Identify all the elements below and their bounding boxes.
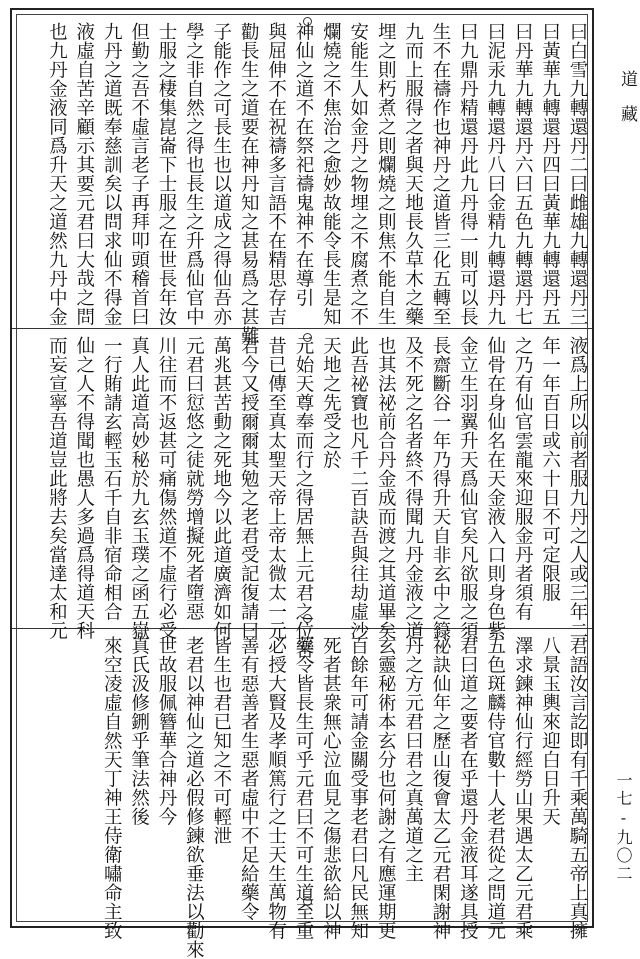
text-column: 生不在禱作也神丹之道皆三化五轉至 bbox=[430, 22, 451, 326]
text-column: 仙之人不得聞也愚人多過爲得道天科 bbox=[73, 336, 95, 640]
text-column: 與屈伸不在祝禱多言語不在精思存吉 bbox=[265, 22, 287, 326]
panel-divider-1 bbox=[12, 328, 592, 329]
text-column: 藥令皆長生可乎元君曰不可生道至重 bbox=[293, 636, 314, 940]
text-column: 真氏汲修鉶乎筆法然後 bbox=[128, 636, 150, 826]
side-label: 道藏 bbox=[617, 70, 637, 140]
text-column: 但勤之吾不虛言老子再拜叩頭稽首曰 bbox=[128, 22, 150, 326]
text-column: 玄靈秘術本玄分也何謝之有應運期更 bbox=[375, 636, 397, 940]
text-column: 元始天尊奉而行之得居無上元君之位吾 bbox=[293, 336, 314, 659]
text-column: 勸長生之道要在神丹知之甚易爲之甚難 bbox=[238, 22, 260, 345]
text-column: 安能生人如金丹之物埋之不腐煮之不 bbox=[347, 22, 369, 326]
text-column: 善有惡善者生惡者虛中不足給藥令 bbox=[238, 636, 260, 921]
text-column: 老君以神仙之道必假修鍊欲垂法以勸來 bbox=[183, 636, 205, 959]
text-column: 年一年百日或六十日不可定限服 bbox=[539, 336, 561, 602]
text-column: 元君曰愆悠之徒就勞增擬死者墮惡 bbox=[183, 336, 205, 621]
text-column: 必授大賢及孝順篤行之士天生萬物有 bbox=[265, 636, 287, 940]
text-column: 爛燒之不焦治之愈妙故能令長生是知 bbox=[320, 22, 342, 326]
text-column: 長齋斷谷一年乃得升天自非玄中之籙 bbox=[430, 336, 451, 640]
text-column: 君曰道之要者在乎還丹金液耳遂具授 bbox=[457, 636, 479, 940]
text-column: 學之非自然之得也長生之升爲仙官中 bbox=[183, 22, 205, 326]
text-column: 來空凌虛自然天丁神王侍衛嘯命主致 bbox=[101, 636, 123, 940]
text-column: 之乃有仙官雲龍來迎服金丹者須有 bbox=[512, 336, 534, 621]
text-column: 澤求鍊神仙行經勞山果遇太乙元君乘 bbox=[512, 636, 534, 940]
text-column: 九丹之道既奉慈訓矣以問求仙不得金 bbox=[101, 22, 123, 326]
text-column: 八景玉輿來迎白日升天 bbox=[539, 636, 561, 826]
text-column: 萬兆甚苦動之死地今以此道廣濟如何 bbox=[210, 336, 232, 640]
text-column: 世故服佩簪華合神丹今 bbox=[156, 636, 177, 826]
text-column: 川往而不返甚可痛傷然道不虛行必受 bbox=[156, 336, 177, 640]
text-column: 真人此道高妙秘於九玄玉璞之函五嶽 bbox=[128, 336, 150, 640]
text-column: 也其法祕前合丹金成而渡之其道畢矣 bbox=[375, 336, 397, 640]
text-column: 一行賄請玄輕玉石千自非宿命相合 bbox=[101, 336, 123, 621]
page-number: 一七-九〇二 bbox=[614, 772, 633, 883]
text-column: 皆生也君已知之不可輕泄 bbox=[210, 636, 232, 845]
text-column: 君語汝言訖即有千乘萬騎五帝上真擁 bbox=[567, 636, 588, 940]
text-column: 神仙之道不在祭祀禱鬼神不在導引 bbox=[293, 22, 314, 307]
text-column: 死者甚衆無心泣血見之傷悲欲給以神 bbox=[320, 636, 342, 940]
text-column: 金立生羽翼升天爲仙官矣凡欲服之須 bbox=[457, 336, 479, 640]
text-column: 九而上服得之者與天地長久草木之藥 bbox=[402, 22, 424, 326]
text-column: 士服之棲集崑崙下士服之在世長年汝 bbox=[156, 22, 177, 326]
text-column: 液爲上所以前者服九丹之人或三年二 bbox=[567, 336, 588, 640]
text-column: 天地之先受之於 bbox=[320, 336, 342, 469]
text-column: 液虛自苦辛顧示其要元君曰大哉之問 bbox=[73, 22, 95, 326]
text-column: 曰九鼎丹精還丹此九丹得一則可以長 bbox=[457, 22, 479, 326]
text-column: 昔已傳至真太聖天帝上帝太微太一元 bbox=[265, 336, 287, 640]
text-column: 五色斑麟侍官數十人老君從之問道元 bbox=[484, 636, 506, 940]
text-column: 也九丹金液同爲升天之道然九丹中金 bbox=[46, 22, 68, 326]
text-column: 此吾祕寶也凡千二百訣吾與往劫虛沙 bbox=[347, 336, 369, 640]
text-column: 埋之則朽煮之則爛燒之則焦不能自生 bbox=[375, 22, 397, 326]
text-column: 而妄宣寧吾道豈此將去矣當達太和元 bbox=[46, 336, 68, 640]
text-column: 曰白雪九轉還丹二曰雌雄九轉還丹三 bbox=[567, 22, 588, 326]
text-column: 曰黃華九轉還丹四曰黃華九轉還丹五 bbox=[539, 22, 561, 326]
text-column: 子能作之可長生也以道成之得仙吾亦 bbox=[210, 22, 232, 326]
text-column: 曰丹華九轉還丹六曰五色九轉還丹七 bbox=[512, 22, 534, 326]
text-column: 君今又授爾爾其勉之老君受記復請曰 bbox=[238, 336, 260, 640]
text-column: 及不死之名者終不得聞九丹金液之道 bbox=[402, 336, 424, 640]
text-column: 仙骨在身仙名在天金液入口則身色紫 bbox=[484, 336, 506, 640]
text-column: 曰泥汞九轉還丹八曰金精九轉還丹九 bbox=[484, 22, 506, 326]
text-column: 丹之方元君曰君之真萬道之主 bbox=[402, 636, 424, 883]
text-column: 祕訣仙年之歷山復會太乙元君閑謝神 bbox=[430, 636, 451, 940]
text-column: 百餘年可請金關受事老君曰凡民無知 bbox=[347, 636, 369, 940]
